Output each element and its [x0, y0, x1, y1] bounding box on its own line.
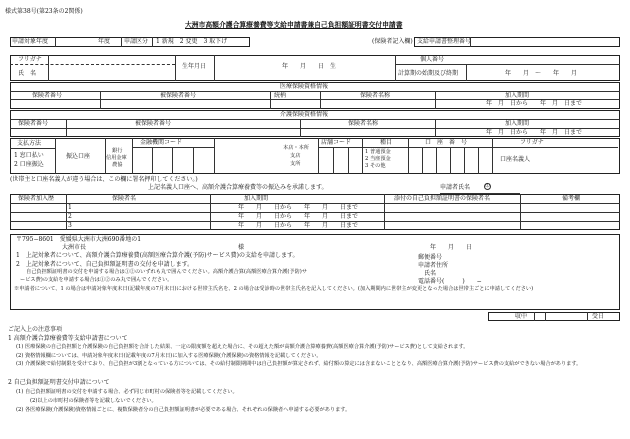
kaigo-section: 介護保険資格情報	[280, 111, 329, 118]
name-label: 氏 名	[18, 70, 37, 77]
shumoku-1[interactable]: 1 普通預金	[365, 149, 391, 155]
kojin-no-label: 個人番号	[420, 56, 445, 63]
notes-s2-1b: (2)以上の市町村の保険者等を記載しないでください。	[30, 398, 157, 404]
birth-value[interactable]: 年 月 日 生	[282, 63, 337, 70]
table-row-period[interactable]: 年 月 日から 年 月 日まで	[238, 204, 359, 211]
kinyu-code-label: 金融機関コード	[140, 139, 183, 146]
furigana-label: フリガナ	[18, 56, 42, 63]
seiri-label: 支給申請書整理番号	[417, 38, 472, 45]
notes-s2: 2 自己負担額証明書交付申請について	[8, 379, 110, 386]
iryo-hihoken-no: 被保険者番号	[160, 92, 197, 99]
notes-s1-1: (1) 医療保険の自己負担額と介護保険の自己負担額を合計した結果、一定の限度額を超えた場合に、その超えた額が高額介護合算療養費(高額医療合算介護(予防)サービス費)として支給されます。	[16, 344, 469, 350]
form-title: 大洲市高額介護合算療養費等支給申請書兼自己負担額証明書交付申請書	[185, 21, 403, 29]
city-address: 〒795−8601 愛媛県大洲市大洲690番地の1	[16, 236, 142, 243]
proxy-note: (世帯主と口座名義人が違う場合は、この欄に署名押印してください。)	[10, 176, 198, 183]
decl-line2b: ービス費)の支給を申請する場合は①②のみ丸で囲んでください。	[20, 277, 173, 283]
houhou-opt1[interactable]: 1 窓口払い	[14, 152, 44, 159]
hokensha-note: (保険者記入欄)	[372, 38, 413, 45]
decl-address-label: 申請者住所	[418, 262, 449, 269]
birth-label: 生年月日	[182, 63, 207, 70]
shumoku-3[interactable]: 3 その他	[365, 163, 386, 169]
col-period: 加入期間	[244, 195, 269, 202]
decl-name-label: 氏名	[424, 270, 437, 277]
mayor-label: 大洲市長	[62, 244, 87, 251]
notes-s2-2: (2) 各医療保険(介護保険)資格情報ごとに、複数保険者分の自己負担額証明書が必要である場合、それぞれの保険者へ申請する必要があります。	[16, 407, 351, 413]
col-name: 保険者名	[112, 195, 137, 202]
shiten-1: 本店・本所	[283, 145, 309, 151]
table-row-period[interactable]: 年 月 日から 年 月 日まで	[238, 222, 359, 229]
iryo-hokensha-no: 保険者番号	[32, 92, 63, 99]
bank-furigana-label: フリガナ	[520, 139, 544, 146]
yubin-label: 郵便番号	[418, 254, 443, 261]
bank-kinds-2: 信用金庫	[106, 155, 127, 161]
col-seq: 保険者加入歴	[18, 195, 55, 202]
kaigo-kanyu-value[interactable]: 年 月 日から 年 月 日まで	[486, 129, 583, 136]
kubun-options[interactable]: 1 新規 2 変更 3 取下げ	[156, 38, 228, 45]
office-a: 収中	[515, 313, 528, 320]
col-proof: 添付の自己負担額証明書の保険者名	[394, 195, 491, 202]
iryo-hokensha-mei: 保険者名称	[360, 92, 391, 99]
decl-line2a: 自己負担額証明書の交付を申請する場合は①②のいずれも丸で囲んでください。高額介護合算(高額医療合算介護(予防)サ	[26, 269, 308, 275]
kubun-label: 申請区分	[124, 38, 149, 45]
decl-line1: 1 上記対象者について、高額介護合算療養費(高額医療合算介護(予防)サービス費)の支給を申請します。	[16, 252, 299, 259]
kaigo-kanyu: 加入期間	[505, 120, 530, 127]
tenpo-code-label: 店舗コード	[321, 139, 352, 146]
iryo-section: 医療保険資格情報	[280, 83, 329, 90]
iryo-kanyu-value[interactable]: 年 月 日から 年 月 日まで	[486, 100, 583, 107]
kaigo-hihoken-no: 被保険者番号	[135, 120, 172, 127]
table-row-period[interactable]: 年 月 日から 年 月 日まで	[238, 213, 359, 220]
iryo-kanyu: 加入期間	[505, 92, 530, 99]
meigi-label: 口座名義人	[500, 156, 531, 163]
iryo-zokugara: 続柄	[274, 92, 287, 99]
bank-kinds-3: 農協	[112, 162, 123, 168]
decl-date[interactable]: 年 月 日	[430, 244, 473, 251]
bank-kinds-1: 銀行	[112, 148, 123, 154]
notes-s2-1: (1) 自己負担額証明書の交付を申請する場合、必ず同じ市町村の保険者等を記載してください。	[16, 389, 238, 395]
kaigo-hokensha-mei: 保険者名称	[348, 120, 379, 127]
notes-heading: ご記入上の注意事項	[8, 326, 63, 333]
koza-no-label: 口 座 番 号	[425, 139, 468, 146]
office-b: 受日	[592, 313, 605, 320]
decl-tel[interactable]: 電話番号( ) −	[418, 278, 482, 285]
notes-s1-3: (3) 介護保険で給付制限を受けており、自己負担が3割となっている方については、その給付制限期間中は自己負担額が算定されず、給付額の算定には含まないこととなり、高額医療合算介護(予防)サービス費の支給ができない場合があります。	[16, 361, 582, 367]
proxy-statement: 上記名義人口座へ、高額介護合算療養費等の振込みを承諾します。	[148, 184, 328, 191]
shiten-3: 支所	[290, 161, 301, 167]
sama-label: 様	[238, 244, 245, 251]
year-label: 申請対象年度	[12, 38, 49, 45]
houhou-opt2[interactable]: 2 口座振込	[14, 161, 44, 168]
form-id: 様式第38号(第23条の2関係)	[5, 8, 83, 15]
col-note: 備考欄	[562, 195, 581, 202]
decl-line2: 2 上記対象者について、自己負担額証明書の交付を申請します。	[16, 261, 194, 268]
decl-line3: ※申請者について、1 の場合は申請対象年度末日(記載年度の7月末日)における世帯主氏名を、2 の場合は受診時の世帯主氏名を記入してください。(加入期間内に世帯主が変更となった場合は世帯主ごとに申請してください)	[14, 286, 534, 292]
shumoku-label: 種目	[380, 139, 393, 146]
furikomi-label: 振込口座	[66, 153, 91, 160]
shumoku-2[interactable]: 2 当座預金	[365, 156, 391, 162]
notes-s1: 1 高額介護合算療養費等支給申請書について	[8, 335, 128, 342]
shiten-2: 支店	[290, 153, 301, 159]
kaigo-hokensha-no: 保険者番号	[18, 120, 49, 127]
kikan-label: 計算期の始期及び終期	[398, 70, 459, 77]
seal-icon: 印	[485, 184, 490, 189]
houhou-label: 支払方法	[17, 140, 42, 147]
table-row: 1	[68, 204, 72, 211]
kikan-value[interactable]: 年 月 〜 年 月	[505, 70, 578, 77]
table-row: 3	[68, 222, 72, 229]
notes-s1-2: (2) 資格情報欄については、申請対象年度末日(記載年度の7月末日)に加入する医療保険(介護保険)の資格情報を記載してください。	[16, 353, 322, 359]
proxy-sign-label: 申請者氏名	[440, 184, 471, 191]
table-row: 2	[68, 213, 72, 220]
nendo-label: 年度	[98, 38, 111, 45]
